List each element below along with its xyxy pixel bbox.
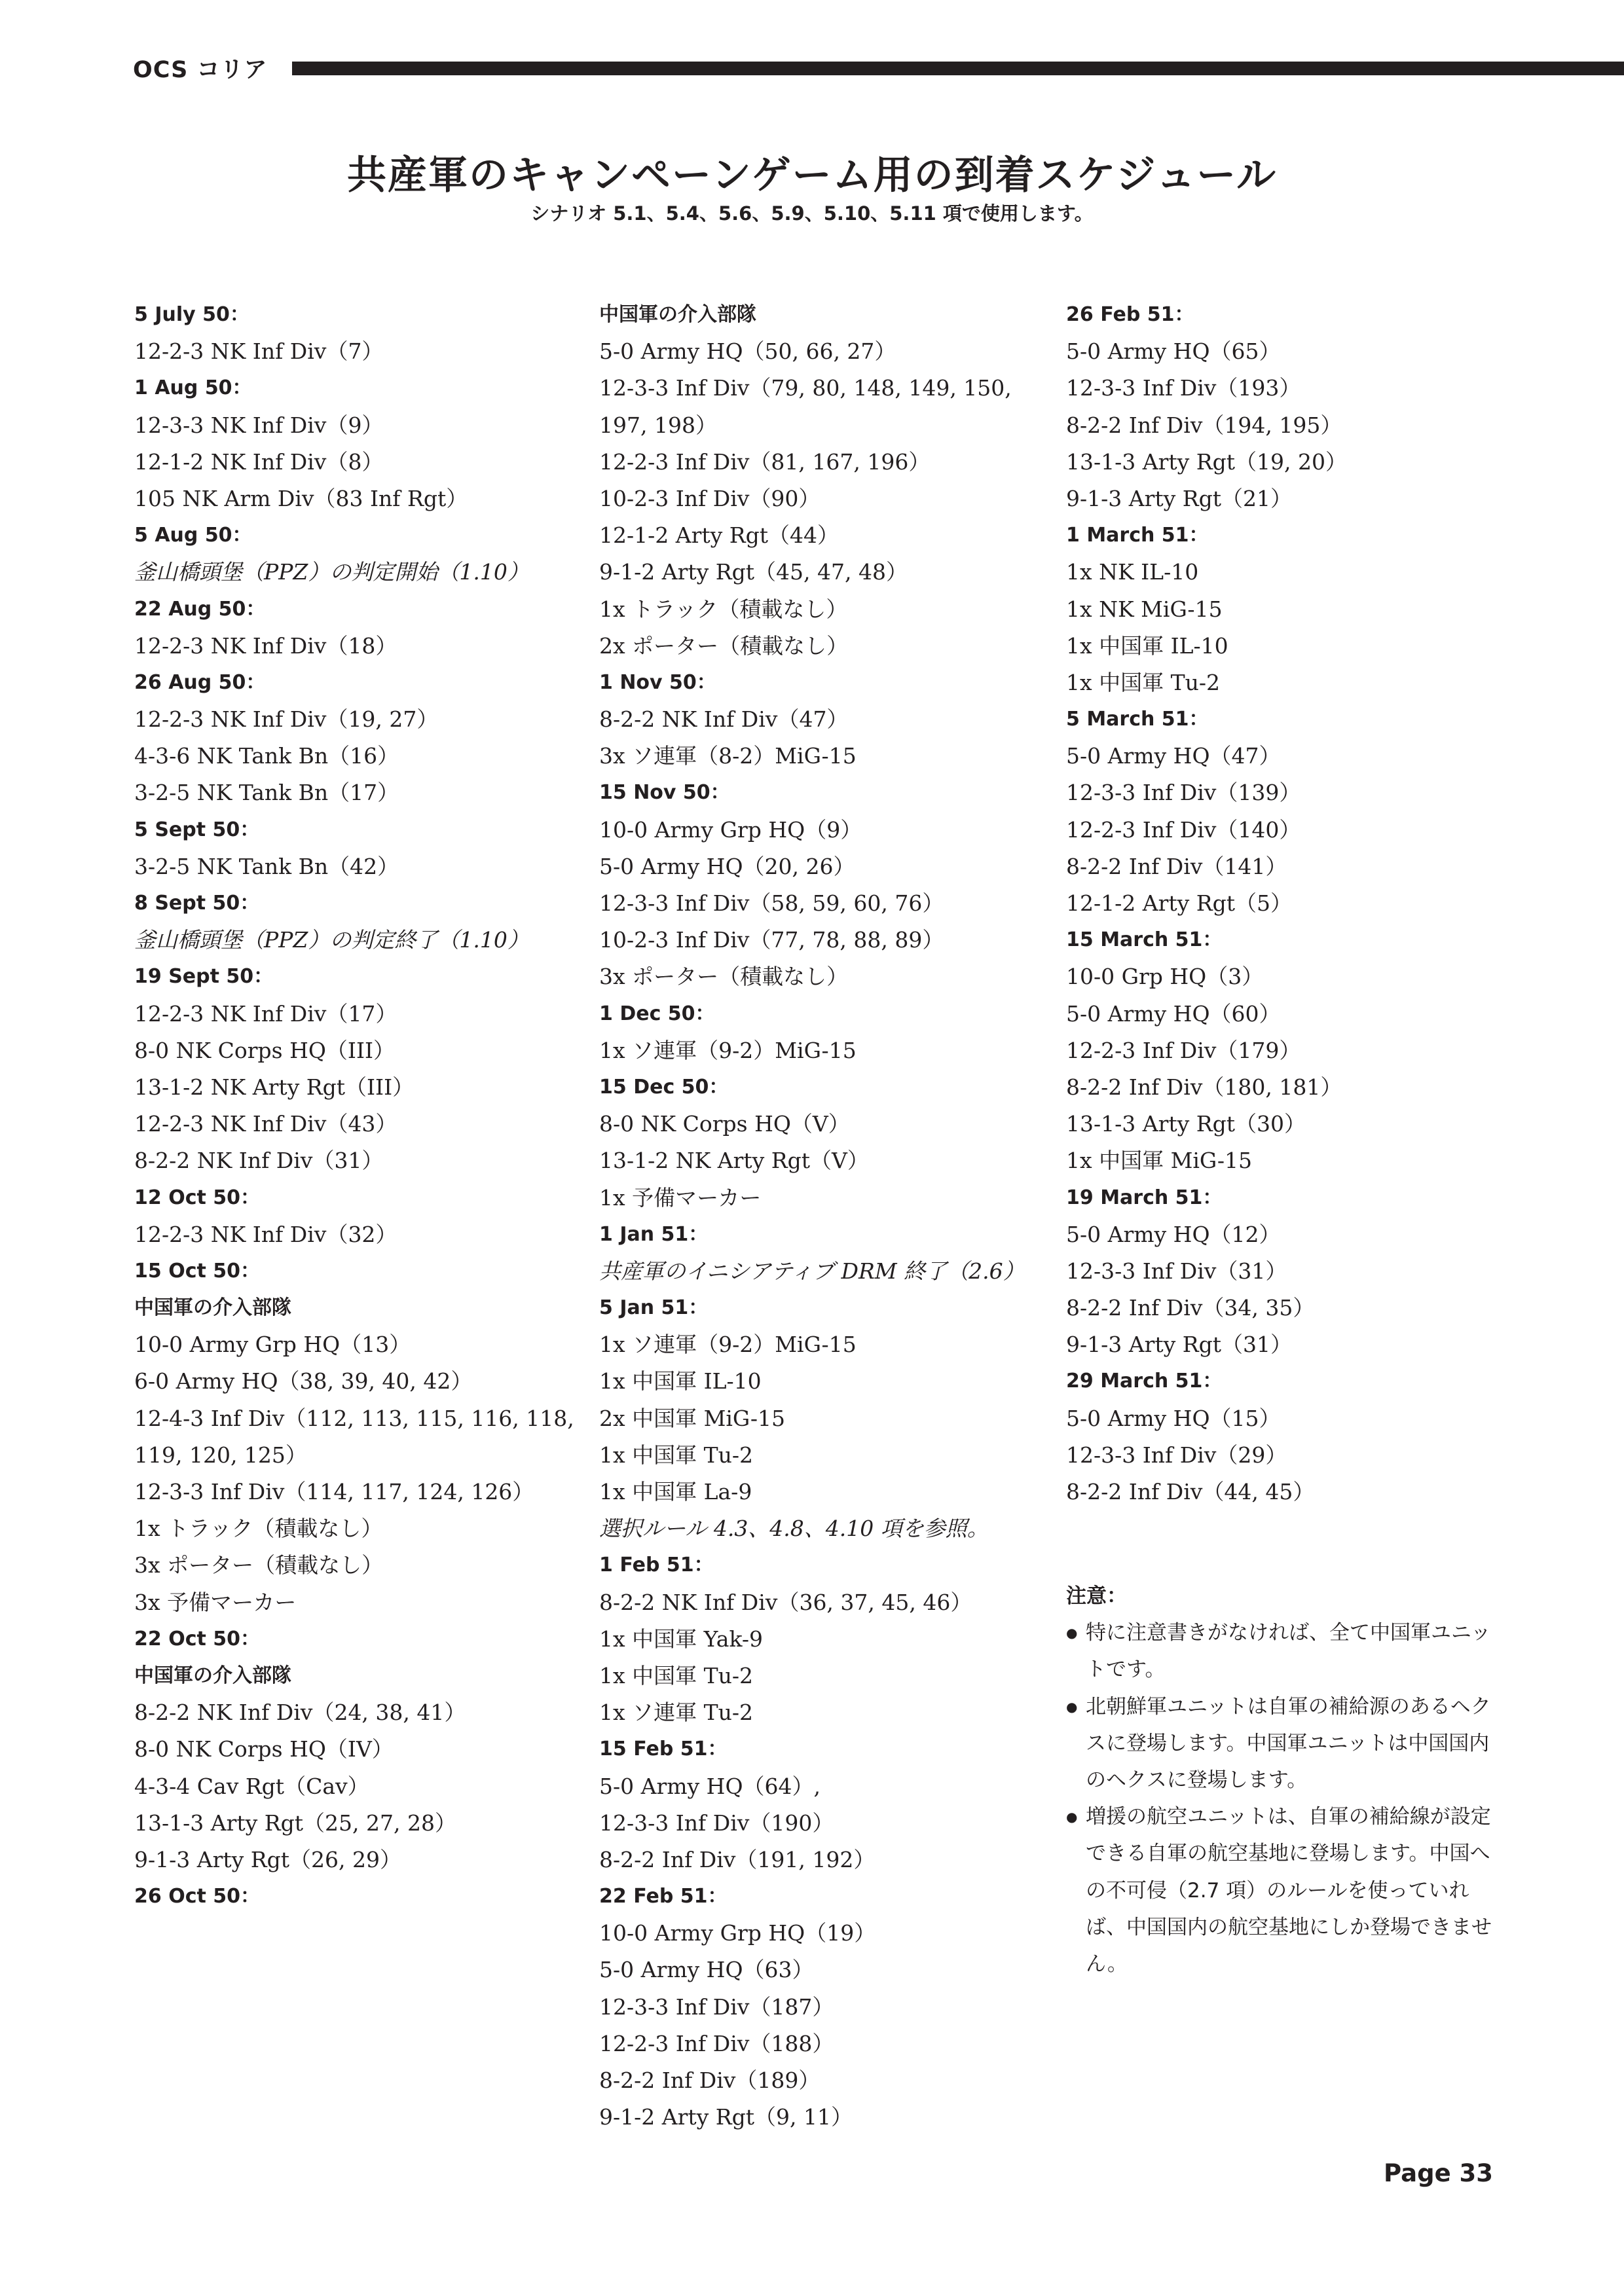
unit-entry: 3-2-5 NK Tank Bn（42） [134,853,399,879]
unit-entry: 2x ポーター（積載なし） [599,632,849,659]
schedule-date: 8 Sept 50： [134,892,260,915]
unit-entry: 10-0 Army Grp HQ（9） [599,816,862,843]
unit-entry: 12-2-3 Inf Div（188） [599,2030,834,2056]
unit-entry: 9-1-3 Arty Rgt（31） [1066,1332,1293,1358]
unit-entry: 12-2-3 NK Inf Div（43） [134,1111,397,1137]
unit-entry: 8-0 NK Corps HQ（IV） [134,1736,394,1762]
unit-entry: 4-3-6 NK Tank Bn（16） [134,743,399,769]
page-title: 共産軍のキャンペーンゲーム用の到着スケジュール [347,153,1277,198]
unit-entry: 9-1-3 Arty Rgt（21） [1066,485,1293,511]
unit-entry: 12-2-3 NK Inf Div（32） [134,1221,397,1247]
unit-entry: 12-2-3 Inf Div（81, 167, 196） [599,448,931,475]
unit-entry: 10-2-3 Inf Div（77, 78, 88, 89） [599,927,944,953]
section-heading: 中国軍の介入部隊 [134,1296,291,1320]
schedule-date: 15 Nov 50： [599,781,730,805]
unit-entry: 3x ソ連軍（8-2）MiG-15 [599,743,857,769]
schedule-date: 5 March 51： [1066,708,1209,731]
notes-box [1066,1578,1498,1982]
schedule-date: 5 July 50： [134,303,249,326]
unit-entry: 10-0 Army Grp HQ（19） [599,1920,876,1946]
schedule-date: 22 Oct 50： [134,1627,261,1650]
unit-entry: 6-0 Army HQ（38, 39, 40, 42） [134,1368,473,1394]
schedule-date: 15 March 51： [1066,928,1223,952]
unit-entry: 8-2-2 Inf Div（191, 192） [599,1846,876,1872]
schedule-date: 5 Aug 50： [134,524,252,547]
unit-entry: 8-2-2 Inf Div（189） [599,2068,821,2093]
unit-entry: 3-2-5 NK Tank Bn（17） [134,780,399,806]
unit-entry: 12-3-3 Inf Div（58, 59, 60, 76） [599,890,944,916]
schedule-date: 1 Aug 50： [134,376,252,400]
unit-entry: 3x 予備マーカー [134,1589,297,1615]
rule-note: 釜山橋頭堡（PPZ）の判定終了（1.10） [134,927,529,953]
unit-entry: 5-0 Army HQ（60） [1066,1000,1281,1027]
unit-entry: 1x ソ連軍 Tu-2 [599,1700,753,1726]
unit-entry: 8-2-2 Inf Div（194, 195） [1066,412,1342,438]
schedule-date: 1 Nov 50： [599,670,716,694]
schedule-date: 22 Feb 51： [599,1885,728,1908]
header-rule [292,62,1624,75]
unit-entry: 9-1-2 Arty Rgt（9, 11） [599,2104,853,2130]
schedule-date: 1 Dec 50： [599,1002,715,1025]
schedule-date: 12 Oct 50： [134,1186,261,1209]
schedule-date: 22 Aug 50： [134,597,266,621]
unit-entry: 119, 120, 125） [134,1442,307,1468]
schedule-date: 29 March 51： [1066,1370,1223,1393]
unit-entry: 5-0 Army HQ（64）, [599,1773,821,1799]
unit-entry: 10-0 Grp HQ（3） [1066,964,1264,990]
unit-entry: 197, 198） [599,412,717,438]
unit-entry: 12-3-3 Inf Div（114, 117, 124, 126） [134,1479,534,1504]
unit-entry: 1x 中国軍 Tu-2 [599,1442,753,1468]
unit-entry: 12-2-3 NK Inf Div（17） [134,1000,397,1027]
unit-entry: 9-1-3 Arty Rgt（26, 29） [134,1846,401,1872]
unit-entry: 5-0 Army HQ（65） [1066,338,1281,365]
schedule-date: 26 Feb 51： [1066,303,1194,326]
unit-entry: 1x ソ連軍（9-2）MiG-15 [599,1332,857,1358]
note-item: ● 特に注意書きがなければ、全て中国軍ユニットです。 [1066,1614,1498,1688]
unit-entry: 12-2-3 Inf Div（179） [1066,1037,1301,1063]
schedule-column-3 [1066,297,1498,1510]
schedule-date: 19 March 51： [1066,1186,1223,1209]
unit-entry: 4-3-4 Cav Rgt（Cav） [134,1773,369,1799]
unit-entry: 1x NK MiG-15 [1066,596,1223,622]
unit-entry: 13-1-2 NK Arty Rgt（V） [599,1148,869,1174]
schedule-date: 5 Jan 51： [599,1296,709,1320]
unit-entry: 10-0 Army Grp HQ（13） [134,1332,411,1358]
unit-entry: 3x ポーター（積載なし） [599,964,849,990]
unit-entry: 1x トラック（積載なし） [599,596,848,622]
unit-entry: 5-0 Army HQ（47） [1066,743,1281,769]
unit-entry: 12-3-3 Inf Div（139） [1066,780,1301,806]
unit-entry: 10-2-3 Inf Div（90） [599,485,821,511]
schedule-date: 15 Dec 50： [599,1075,729,1099]
unit-entry: 9-1-2 Arty Rgt（45, 47, 48） [599,559,908,585]
page-number: Page 33 [1384,2159,1494,2187]
unit-entry: 13-1-3 Arty Rgt（30） [1066,1111,1306,1137]
unit-entry: 1x NK IL-10 [1066,559,1199,585]
unit-entry: 12-2-3 NK Inf Div（18） [134,632,397,659]
section-heading: 中国軍の介入部隊 [599,303,756,326]
unit-entry: 5-0 Army HQ（12） [1066,1221,1281,1247]
unit-entry: 12-3-3 NK Inf Div（9） [134,412,384,438]
unit-entry: 5-0 Army HQ（20, 26） [599,853,855,879]
schedule-date: 1 Feb 51： [599,1554,714,1577]
unit-entry: 12-2-3 Inf Div（140） [1066,816,1301,843]
unit-entry: 12-3-3 Inf Div（79, 80, 148, 149, 150, [599,375,1012,401]
schedule-date: 1 Jan 51： [599,1222,709,1246]
unit-entry: 1x トラック（積載なし） [134,1516,383,1542]
schedule-date: 5 Sept 50： [134,818,260,841]
unit-entry: 13-1-3 Arty Rgt（19, 20） [1066,448,1347,475]
unit-entry: 12-4-3 Inf Div（112, 113, 115, 116, 118, [134,1405,574,1431]
unit-entry: 8-2-2 NK Inf Div（31） [134,1148,384,1174]
unit-entry: 8-2-2 Inf Div（34, 35） [1066,1295,1315,1321]
unit-entry: 12-3-3 Inf Div（190） [599,1810,834,1836]
unit-entry: 12-1-2 Arty Rgt（44） [599,522,839,549]
unit-entry: 8-2-2 Inf Div（141） [1066,853,1287,879]
unit-entry: 5-0 Army HQ（63） [599,1957,814,1983]
unit-entry: 5-0 Army HQ（15） [1066,1405,1281,1431]
unit-entry: 2x 中国軍 MiG-15 [599,1405,786,1431]
schedule-date: 15 Oct 50： [134,1259,261,1283]
unit-entry: 12-1-2 NK Inf Div（8） [134,448,384,475]
schedule-column-1 [134,297,574,1915]
unit-entry: 3x ポーター（積載なし） [134,1552,384,1578]
rule-note: 選択ルール 4.3、4.8、4.10 項を参照。 [599,1516,989,1542]
unit-entry: 12-2-3 NK Inf Div（19, 27） [134,706,439,733]
unit-entry: 1x 中国軍 IL-10 [1066,632,1228,659]
unit-entry: 8-2-2 NK Inf Div（36, 37, 45, 46） [599,1589,972,1615]
schedule-date: 15 Feb 51： [599,1738,728,1761]
unit-entry: 12-3-3 Inf Div（29） [1066,1442,1287,1468]
unit-entry: 12-2-3 NK Inf Div（7） [134,338,384,365]
unit-entry: 8-2-2 Inf Div（180, 181） [1066,1074,1342,1100]
unit-entry: 12-3-3 Inf Div（187） [599,1994,834,2020]
page-subtitle: シナリオ 5.1、5.4、5.6、5.9、5.10、5.11 項で使用します。 [530,202,1094,225]
schedule-date: 19 Sept 50： [134,965,274,989]
unit-entry: 1x 中国軍 IL-10 [599,1368,762,1394]
unit-entry: 8-0 NK Corps HQ（V） [599,1111,850,1137]
notes-title: 注意： [1066,1584,1127,1608]
note-item: ● 北朝鮮軍ユニットは自軍の補給源のあるヘクスに登場します。中国軍ユニットは中国国内のヘクスに登場します。 [1066,1688,1498,1799]
schedule-date: 1 March 51： [1066,524,1209,547]
unit-entry: 12-1-2 Arty Rgt（5） [1066,890,1293,916]
schedule-date: 26 Aug 50： [134,670,266,694]
unit-entry: 13-1-3 Arty Rgt（25, 27, 28） [134,1810,456,1836]
schedule-date: 26 Oct 50： [134,1885,261,1908]
unit-entry: 5-0 Army HQ（50, 66, 27） [599,338,896,365]
unit-entry: 1x 予備マーカー [599,1184,762,1211]
unit-entry: 1x 中国軍 Tu-2 [599,1662,753,1688]
unit-entry: 1x 中国軍 Yak-9 [599,1626,764,1652]
section-heading: 中国軍の介入部隊 [134,1664,291,1687]
rule-note: 釜山橋頭堡（PPZ）の判定開始（1.10） [134,559,529,585]
unit-entry: 13-1-2 NK Arty Rgt（III） [134,1074,415,1100]
unit-entry: 8-2-2 Inf Div（44, 45） [1066,1479,1315,1504]
note-item: ● 増援の航空ユニットは、自軍の補給線が設定できる自軍の航空基地に登場します。中国への不可侵（2.7 項）のルールを使っていれば、中国国内の航空基地にしか登場できません。 [1066,1798,1498,1982]
header-brand: OCS コリア [133,57,268,83]
unit-entry: 8-2-2 NK Inf Div（24, 38, 41） [134,1700,466,1726]
unit-entry: 12-3-3 Inf Div（31） [1066,1258,1287,1284]
rule-note: 共産軍のイニシアティブ DRM 終了（2.6） [599,1258,1025,1284]
unit-entry: 105 NK Arm Div（83 Inf Rgt） [134,485,468,511]
unit-entry: 8-0 NK Corps HQ（III） [134,1037,396,1063]
schedule-column-2 [599,297,1025,2136]
unit-entry: 1x 中国軍 Tu-2 [1066,669,1220,695]
unit-entry: 1x 中国軍 La-9 [599,1479,752,1504]
unit-entry: 8-2-2 NK Inf Div（47） [599,706,849,733]
unit-entry: 1x ソ連軍（9-2）MiG-15 [599,1037,857,1063]
unit-entry: 1x 中国軍 MiG-15 [1066,1148,1253,1174]
unit-entry: 12-3-3 Inf Div（193） [1066,375,1301,401]
